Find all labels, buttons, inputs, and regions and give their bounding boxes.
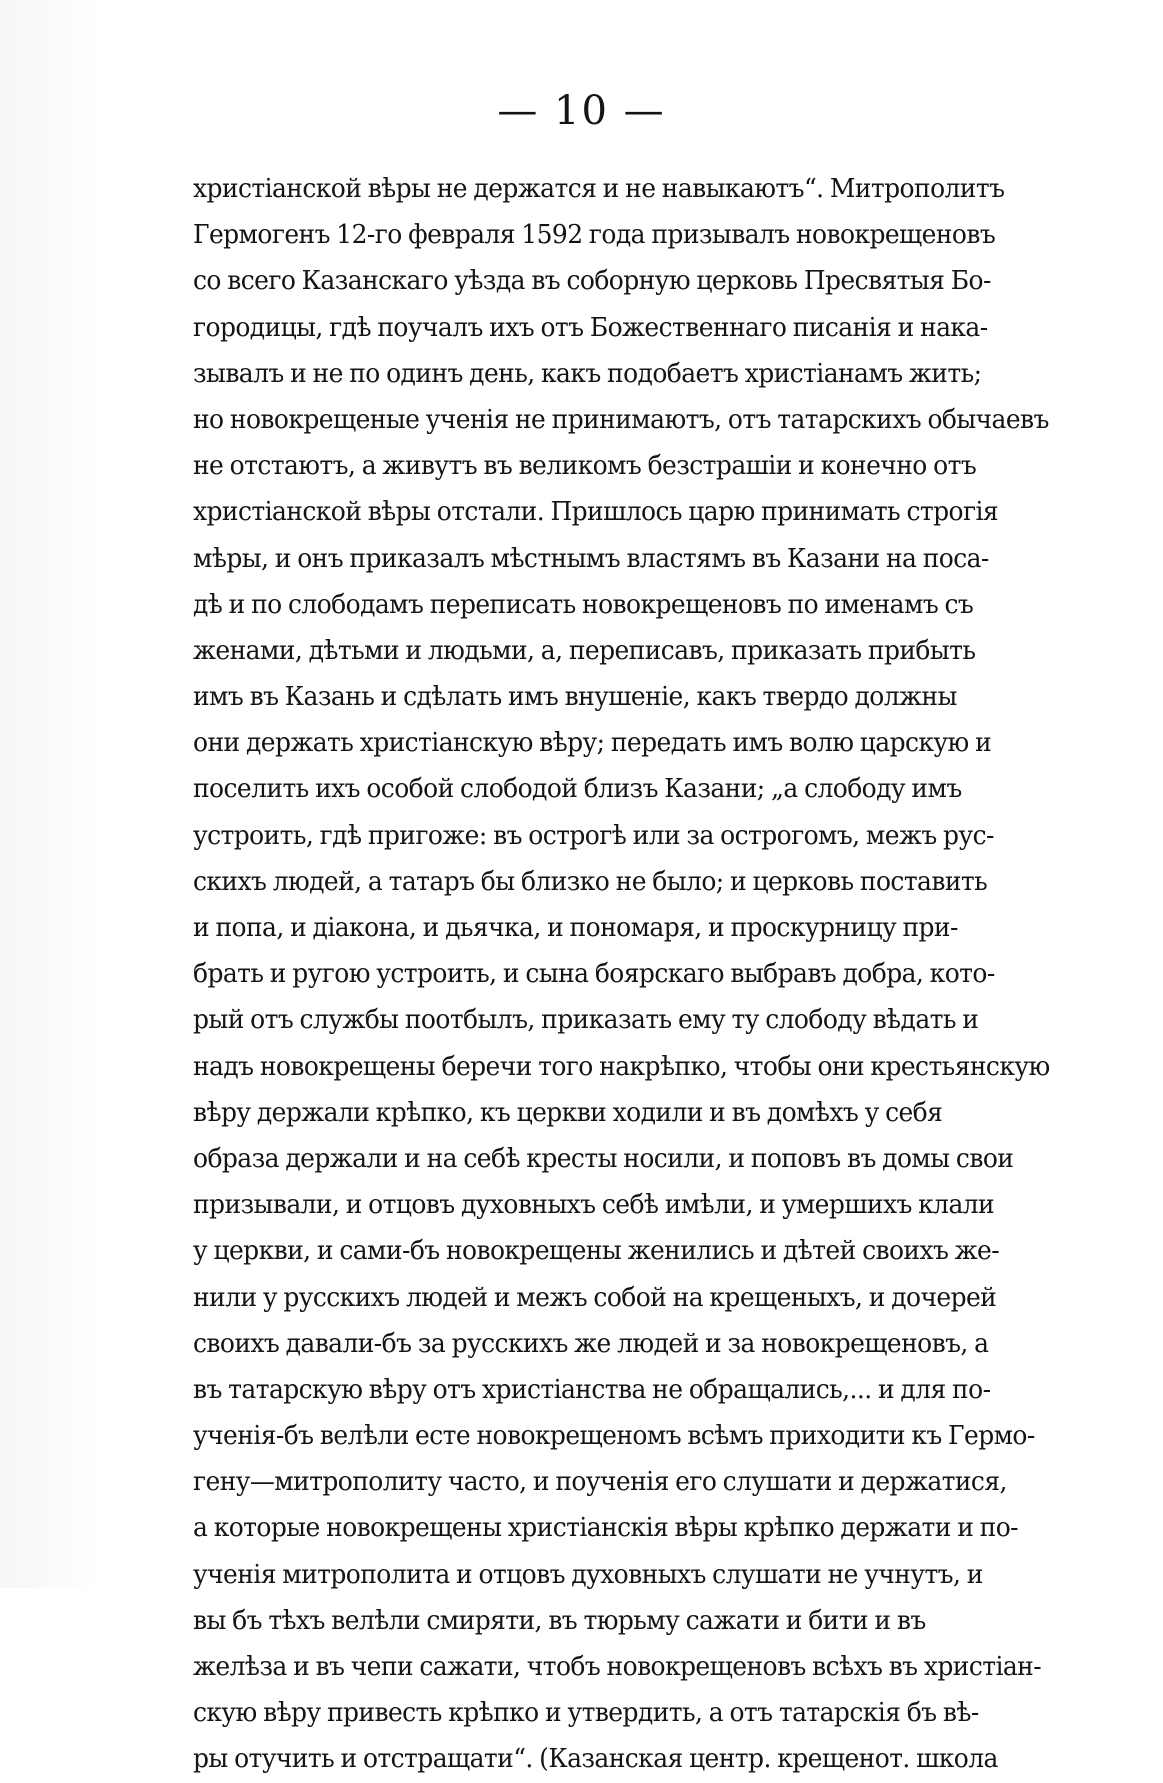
text-line: христіанской вѣры не держатся и не навыкаютъ“. Митрополитъ	[193, 174, 1005, 204]
text-line: Гермогенъ 12-го февраля 1592 года призывалъ новокрещеновъ	[193, 220, 996, 251]
text-line: они держать христіанскую вѣру; передать имъ волю царскую и	[193, 728, 992, 759]
text-line: ученія-бъ велѣли есте новокрещеномъ всѣмъ приходити къ Гермо-	[193, 1421, 1035, 1452]
page-number: — 10 —	[497, 88, 666, 134]
text-line: скую вѣру привесть крѣпко и утвердить, а отъ татарскія бъ вѣ-	[193, 1698, 979, 1729]
text-line: скихъ людей, а татаръ бы близко не было; и церковь поставить	[193, 866, 988, 897]
text-line: нили у русскихъ людей и межъ собой на крещеныхъ, и дочерей	[193, 1282, 997, 1313]
text-line: призывали, и отцовъ духовныхъ себѣ имѣли, и умершихъ клали	[193, 1190, 995, 1221]
text-line: ученія митрополита и отцовъ духовныхъ слушати не учнутъ, и	[193, 1559, 983, 1590]
text-line: христіанской вѣры отстали. Пришлось царю принимать строгія	[193, 497, 999, 528]
text-line: и попа, и діакона, и дьячка, и пономаря, и проскурницу при-	[193, 913, 958, 943]
text-line: надъ новокрещены беречи того накрѣпко, чтобы они крестьянскую	[193, 1051, 1050, 1082]
text-line: своихъ давали-бъ за русскихъ же людей и за новокрещеновъ, а	[193, 1328, 989, 1359]
text-line: поселить ихъ особой слободой близъ Казани; „а слободу имъ	[193, 774, 962, 805]
text-line: устроить, гдѣ пригоже: въ острогѣ или за острогомъ, межъ рус-	[193, 820, 994, 851]
text-line: рый отъ службы поотбылъ, приказать ему ту слободу вѣдать и	[193, 1005, 979, 1036]
text-line: а которые новокрещены христіанскія вѣры крѣпко держати и по-	[193, 1513, 1019, 1544]
text-line: вѣру держали крѣпко, къ церкви ходили и въ домѣхъ у себя	[193, 1097, 943, 1128]
text-line: гену—митрополиту часто, и поученія его слушати и держатися,	[193, 1467, 1007, 1498]
text-line: у церкви, и сами-бъ новокрещены женились и дѣтей своихъ же-	[193, 1236, 1000, 1267]
text-line: зывалъ и не по одинъ день, какъ подобаетъ христіанамъ жить;	[193, 358, 982, 389]
text-line: ры отучить и отстращати“. (Казанская центр. крещенот. школа	[193, 1744, 998, 1775]
body-text	[193, 166, 1050, 1783]
text-line: со всего Казанскаго уѣзда въ соборную церковь Пресвятыя Бо-	[193, 266, 991, 297]
text-line: женами, дѣтьми и людьми, а, переписавъ, приказать прибыть	[193, 635, 976, 666]
text-line: въ татарскую вѣру отъ христіанства не обращались,... и для по-	[193, 1374, 991, 1405]
text-line: образа держали и на себѣ кресты носили, и поповъ въ домы свои	[193, 1143, 1014, 1174]
text-line: городицы, гдѣ поучалъ ихъ отъ Божественнаго писанія и нака-	[193, 312, 988, 343]
text-line: но новокрещеные ученія не принимаютъ, отъ татарскихъ обычаевъ	[193, 404, 1049, 435]
text-line: имъ въ Казань и сдѣлать имъ внушеніе, какъ твердо должны	[193, 682, 957, 713]
text-line: желѣза и въ чепи сажати, чтобъ новокрещеновъ всѣхъ въ христіан-	[193, 1652, 1042, 1682]
text-line: брать и ругою устроить, и сына боярскаго выбравъ добра, кото-	[193, 959, 995, 990]
text-line: вы бъ тѣхъ велѣли смиряти, въ тюрьму сажати и бити и въ	[193, 1605, 926, 1636]
text-line: мѣры, и онъ приказалъ мѣстнымъ властямъ въ Казани на поса-	[193, 543, 989, 574]
text-line: дѣ и по слободамъ переписать новокрещеновъ по именамъ съ	[193, 589, 974, 620]
text-line: не отстаютъ, а живутъ въ великомъ безстрашіи и конечно отъ	[193, 451, 977, 482]
